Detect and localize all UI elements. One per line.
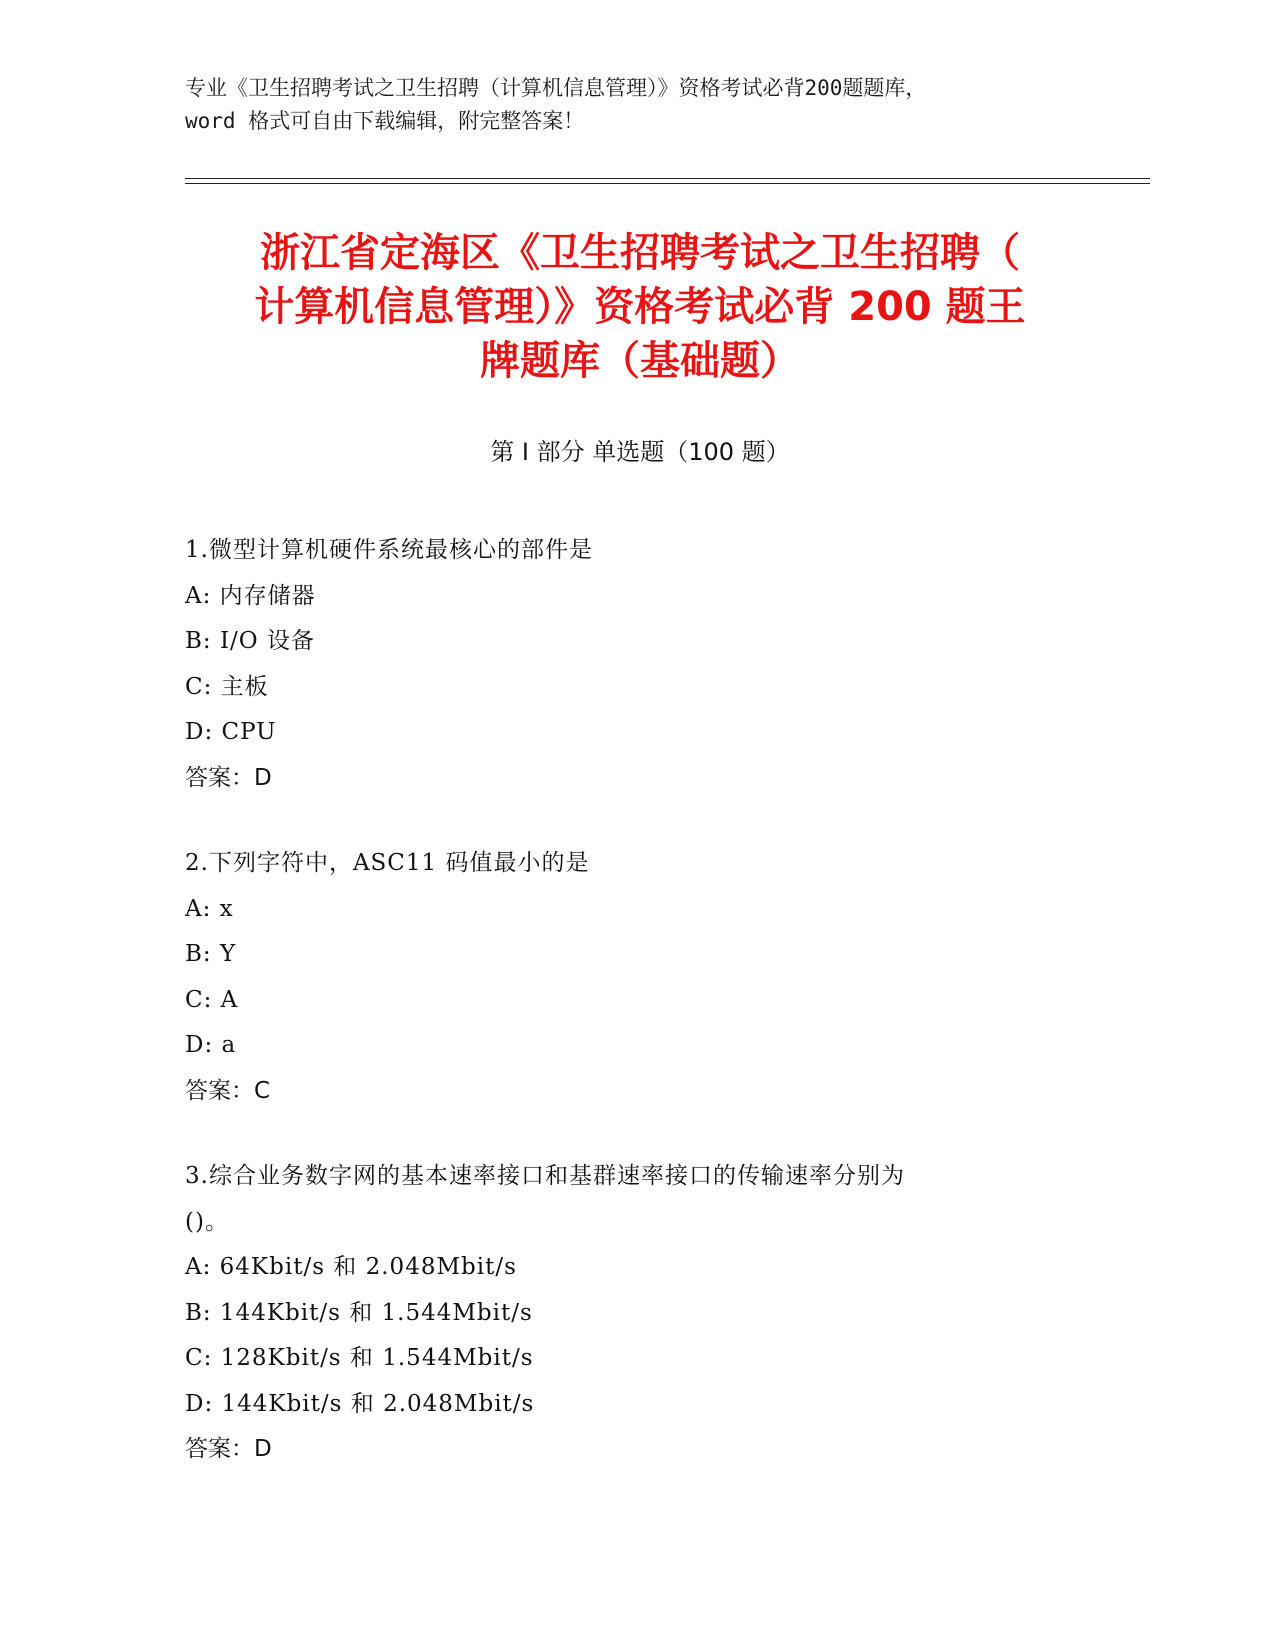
- question-stem: 3.综合业务数字网的基本速率接口和基群速率接口的传输速率分别为: [185, 1163, 905, 1189]
- option-d: D: 144Kbit/s 和 2.048Mbit/s: [185, 1390, 535, 1417]
- question-spacer: [185, 1114, 1085, 1154]
- question-3: [185, 1154, 1085, 1473]
- option-c: C: 主板: [185, 673, 269, 700]
- option-d: D: a: [185, 1032, 237, 1058]
- option-d: D: CPU: [185, 719, 277, 745]
- question-stem: 2.下列字符中，ASC11 码值最小的是: [185, 850, 590, 876]
- header-divider-bottom: [185, 183, 1150, 184]
- intro-text: [185, 72, 1085, 138]
- option-b: B: I/O 设备: [185, 628, 315, 654]
- option-a: A: 64Kbit/s 和 2.048Mbit/s: [185, 1254, 517, 1280]
- intro-line-2: word 格式可自由下载编辑，附完整答案！: [185, 109, 585, 133]
- option-c: C: A: [185, 986, 239, 1013]
- question-stem-continued: ()。: [185, 1208, 229, 1235]
- question-stem: 1.微型计算机硬件系统最核心的部件是: [185, 537, 593, 563]
- question-list: [185, 528, 1085, 1473]
- question-spacer: [185, 801, 1085, 841]
- option-a: A: 内存储器: [185, 582, 316, 609]
- header-divider-top: [185, 178, 1150, 179]
- option-b: B: Y: [185, 941, 237, 967]
- question-1: [185, 528, 1085, 801]
- title-line-2: 计算机信息管理）》资格考试必背 200 题王: [254, 284, 1026, 330]
- intro-line-1: 专业《卫生招聘考试之卫生招聘（计算机信息管理）》资格考试必背200题题库，: [185, 76, 927, 100]
- option-a: A: x: [185, 895, 234, 922]
- question-2: [185, 841, 1085, 1114]
- option-c: C: 128Kbit/s 和 1.544Mbit/s: [185, 1345, 534, 1371]
- option-b: B: 144Kbit/s 和 1.544Mbit/s: [185, 1299, 533, 1326]
- title-line-1: 浙江省定海区《卫生招聘考试之卫生招聘（: [260, 230, 1020, 276]
- answer-line: 答案：C: [185, 1077, 271, 1104]
- answer-line: 答案：D: [185, 1436, 272, 1462]
- title-line-3: 牌题库（基础题）: [480, 338, 800, 384]
- answer-line: 答案：D: [185, 764, 272, 791]
- section-heading: 第 I 部分 单选题（100 题）: [490, 438, 790, 466]
- document-title: [185, 226, 1095, 388]
